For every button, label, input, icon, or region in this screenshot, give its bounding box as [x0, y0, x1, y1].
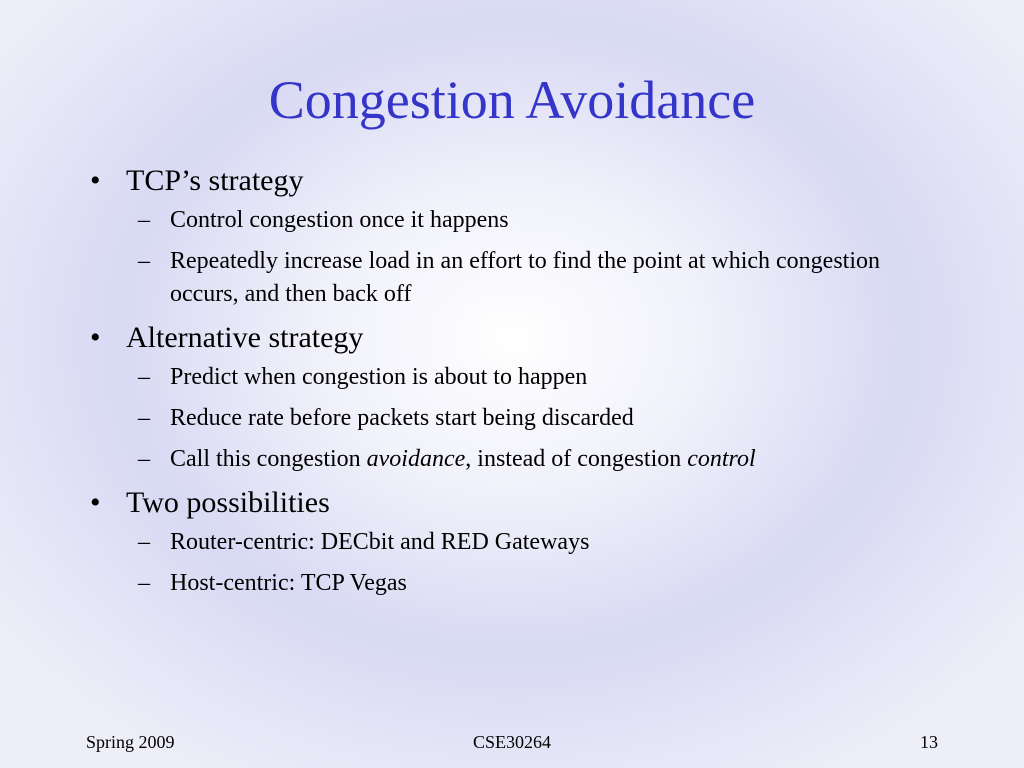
- sub-bullet-item: [126, 443, 944, 476]
- sub-bullet-item: [126, 245, 944, 311]
- sub-bullet-marker: –: [138, 529, 150, 555]
- bullet-item: [84, 484, 944, 600]
- bullet-marker: •: [90, 164, 101, 197]
- footer-date: Spring 2009: [86, 732, 175, 752]
- sub-bullet-item: [126, 361, 944, 394]
- sub-bullet-text-middle: , instead of congestion: [465, 446, 688, 472]
- slide-title: Congestion Avoidance: [268, 70, 756, 130]
- emphasis-control: control: [687, 446, 756, 472]
- sub-bullet-marker: –: [138, 570, 150, 596]
- bullet-marker: •: [90, 321, 101, 354]
- bullet-text: Alternative strategy: [126, 321, 364, 354]
- sub-bullet-text-prefix: Call this congestion: [170, 446, 367, 472]
- sub-bullet-marker: –: [138, 248, 150, 274]
- sub-bullet-item: [126, 402, 944, 435]
- bullet-item: [84, 162, 944, 311]
- sub-bullet-marker: –: [138, 405, 150, 431]
- sub-bullet-item: [126, 567, 944, 600]
- sub-bullet-text: Control congestion once it happens: [170, 207, 509, 233]
- sub-bullet-marker: –: [138, 207, 150, 233]
- sub-bullet-marker: –: [138, 364, 150, 390]
- footer-course: CSE30264: [472, 732, 551, 752]
- sub-bullet-list: [126, 526, 944, 600]
- sub-bullet-text: Repeatedly increase load in an effort to find the point at which congestion occurs, and then back off: [170, 248, 881, 307]
- sub-bullet-item: [126, 526, 944, 559]
- sub-bullet-list: [126, 204, 944, 311]
- emphasis-avoidance: avoidance: [366, 446, 466, 472]
- footer-page-number: 13: [920, 732, 938, 752]
- bullet-text: TCP’s strategy: [126, 164, 304, 197]
- sub-bullet-marker: –: [138, 446, 150, 472]
- bullet-list: [84, 162, 944, 600]
- sub-bullet-text: Router-centric: DECbit and RED Gateways: [170, 529, 590, 555]
- sub-bullet-text: Predict when congestion is about to happen: [170, 364, 588, 390]
- bullet-text: Two possibilities: [126, 486, 330, 519]
- bullet-marker: •: [90, 486, 101, 519]
- sub-bullet-list: [126, 361, 944, 476]
- sub-bullet-item: [126, 204, 944, 237]
- sub-bullet-text: Reduce rate before packets start being discarded: [170, 405, 634, 431]
- sub-bullet-text: Host-centric: TCP Vegas: [170, 570, 407, 596]
- bullet-item: [84, 319, 944, 476]
